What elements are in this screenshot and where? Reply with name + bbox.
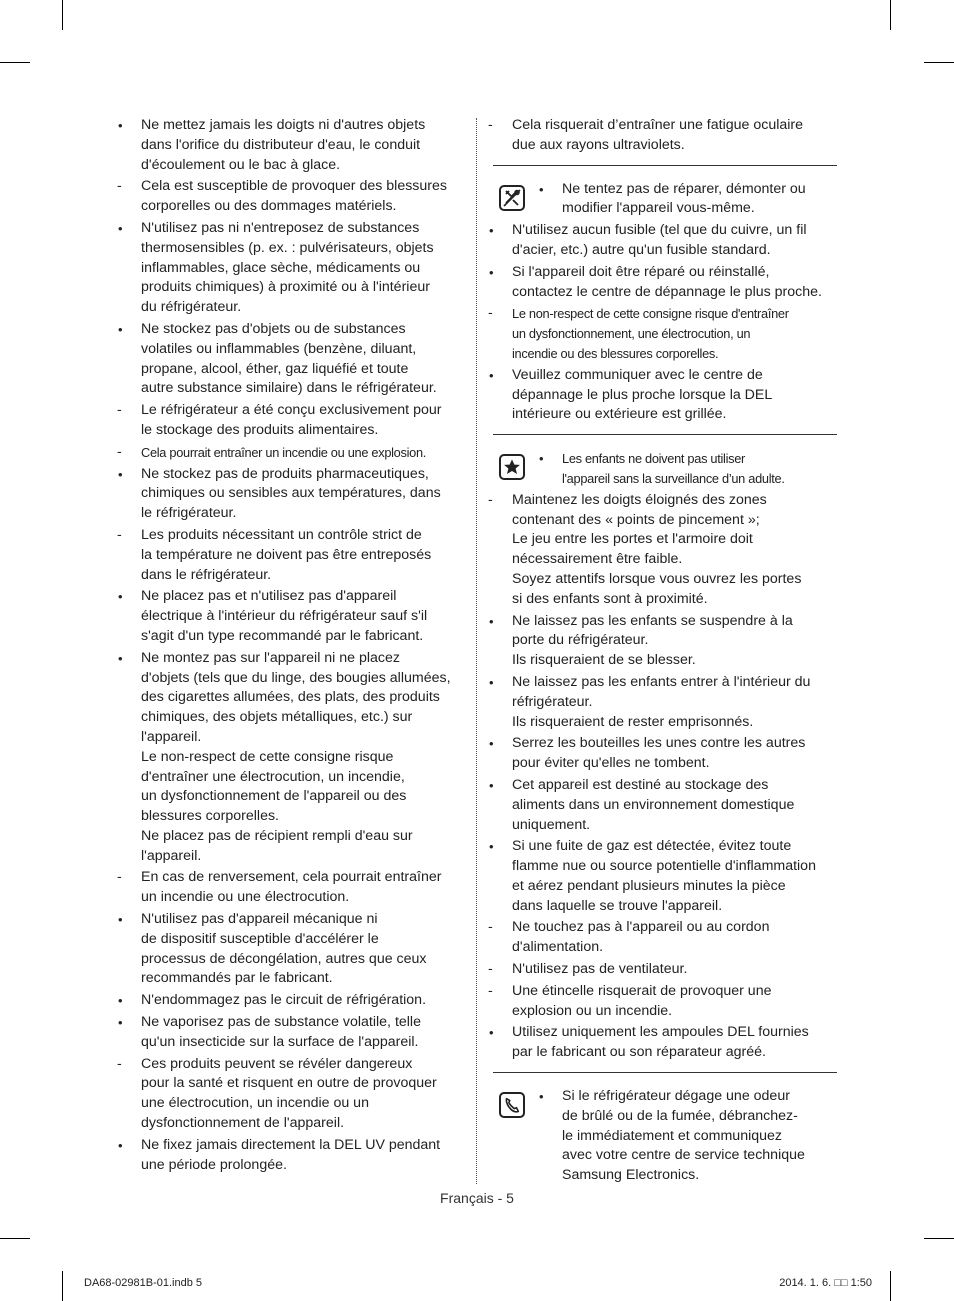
list-marker: • — [118, 1137, 123, 1153]
list-item — [116, 649, 468, 867]
list-item — [487, 982, 837, 1022]
footer-file-name: DA68-02981B-01.indb 5 — [84, 1277, 203, 1289]
right-column — [487, 116, 837, 1188]
list-marker: • — [118, 1015, 123, 1031]
section-divider — [493, 1072, 837, 1073]
crop-mark — [924, 62, 954, 63]
list-item — [116, 443, 468, 463]
list-item — [537, 1087, 837, 1186]
list-item — [487, 366, 837, 425]
list-item-text: Les produits nécessitant un contrôle strict de la température ne doivent pas être entreposés dans le réfrigérateur. — [141, 526, 432, 583]
list-item — [116, 868, 468, 908]
page-number: Français - 5 — [440, 1190, 514, 1206]
list-marker: - — [488, 961, 493, 978]
list-item-text: Ne laissez pas les enfants se suspendre à la porte du réfrigérateur. Ils risqueraient de se blesser. — [512, 612, 793, 669]
list-marker: • — [489, 367, 494, 383]
list-marker: • — [118, 220, 123, 236]
list-item — [487, 116, 837, 156]
list-marker: • — [539, 1089, 544, 1105]
list-marker: - — [488, 919, 493, 936]
list-marker: • — [489, 264, 494, 280]
list-item-text: N'utilisez aucun fusible (tel que du cuivre, un fil d'acier, etc.) autre qu'un fusible standard. — [512, 222, 807, 258]
list-item-text: Maintenez les doigts éloignés des zones contenant des « points de pincement »; Le jeu entre les portes et l'armoire doit nécessairement être faible. Soyez attentifs lorsque vous ouvrez les portes si des enfants sont à proximité. — [512, 491, 802, 607]
list-item-text: Les enfants ne doivent pas utiliser l'appareil sans la surveillance d’un adulte. — [562, 451, 785, 486]
list-item — [116, 1055, 468, 1134]
list-item-text: Le réfrigérateur a été conçu exclusivement pour le stockage des produits alimentaires. — [141, 402, 442, 438]
list-item — [116, 526, 468, 585]
list-marker: • — [489, 223, 494, 239]
children-list — [487, 491, 837, 1063]
list-marker: • — [489, 613, 494, 629]
list-item — [487, 837, 837, 916]
list-item-text: Ne placez pas et n'utilisez pas d'appareil électrique à l'intérieur du réfrigérateur sauf s'il s'agit d'un type recommandé par le fabricant. — [141, 588, 428, 644]
list-marker: - — [117, 443, 122, 460]
column-divider — [476, 118, 477, 1184]
list-item-text: N'utilisez pas de ventilateur. — [512, 961, 688, 978]
list-item-text: Cela pourrait entraîner un incendie ou une explosion. — [141, 444, 427, 460]
list-item — [487, 734, 837, 774]
list-item — [116, 320, 468, 399]
list-marker: • — [118, 118, 123, 133]
list-item — [487, 612, 837, 671]
list-item-text: Si le réfrigérateur dégage une odeur de brûlé ou de la fumée, débranchez- le immédiatement et communiquez avec votre centre de service technique Samsung Electronics. — [562, 1088, 805, 1184]
crop-mark — [62, 0, 63, 30]
list-item — [537, 449, 837, 489]
list-item — [487, 491, 837, 610]
list-item — [487, 304, 837, 363]
list-marker: • — [118, 466, 123, 482]
list-item-text: Le non-respect de cette consigne risque d'entraîner un dysfonctionnement, une électrocution, un incendie ou des blessures corporelles. — [512, 306, 789, 361]
list-item — [487, 673, 837, 732]
star-icon — [499, 454, 525, 480]
no-disassembly-icon — [499, 185, 525, 211]
list-item — [116, 177, 468, 217]
crop-mark — [0, 1238, 30, 1239]
service-section — [487, 1087, 837, 1186]
list-item — [116, 219, 468, 318]
list-item — [116, 910, 468, 989]
list-item-text: Une étincelle risquerait de provoquer une explosion ou un incendie. — [512, 982, 772, 1019]
list-marker: • — [539, 181, 544, 197]
repair-list — [487, 221, 837, 425]
crop-mark — [62, 1271, 63, 1301]
list-item-text: En cas de renversement, cela pourrait entraîner un incendie ou une électrocution. — [141, 869, 442, 906]
footer-date: 2014. 1. 6. □□ 1:50 — [779, 1277, 872, 1289]
list-item-text: Veuillez communiquer avec le centre de dépannage le plus proche lorsque la DEL intérieure ou extérieure est grillée. — [512, 366, 773, 423]
list-marker: • — [118, 321, 123, 337]
list-item-text: N'utilisez pas ni n'entreposez de substances thermosensibles (p. ex. : pulvérisateurs, objets inflammables, glace sèche, médicaments ou produits chimiques) à proximité ou à l'intérieur du réfrigérateur. — [141, 219, 434, 316]
list-marker: • — [489, 1025, 494, 1041]
list-item-text: Ne fixez jamais directement la DEL UV pendant une période prolongée. — [141, 1136, 441, 1173]
list-item — [487, 221, 837, 261]
list-item — [487, 918, 837, 958]
list-item — [487, 960, 837, 980]
list-item — [116, 116, 468, 175]
list-marker: - — [488, 491, 493, 508]
list-item — [116, 991, 468, 1011]
section-divider — [493, 165, 837, 166]
list-item-text: N'utilisez pas d'appareil mécanique ni de dispositif susceptible d'accélérer le processus de décongélation, autres que ceux recommandés par le fabricant. — [141, 911, 427, 987]
list-marker: • — [118, 589, 123, 605]
list-marker: • — [489, 674, 494, 690]
list-item-text: N'endommagez pas le circuit de réfrigération. — [141, 992, 427, 1009]
list-item-text: Ces produits peuvent se révéler dangereux pour la santé et risquent en outre de provoquer une électrocution, un incendie ou un dysfonctionnement de l'appareil. — [141, 1055, 437, 1132]
list-item — [116, 1013, 468, 1053]
section-divider — [493, 434, 837, 435]
list-marker: - — [117, 526, 122, 543]
phone-icon — [499, 1092, 525, 1118]
list-marker: - — [117, 869, 122, 886]
list-item-text: Ne stockez pas d'objets ou de substances volatiles ou inflammables (benzène, diluant, propane, alcool, éther, gaz liquéfié et toute autre substance similaire) dans le réfrigérateur. — [141, 320, 437, 397]
list-item — [116, 465, 468, 524]
crop-mark — [924, 1238, 954, 1239]
list-marker: • — [489, 839, 494, 855]
list-marker: - — [488, 982, 493, 999]
list-item-text: Utilisez uniquement les ampoules DEL fournies par le fabricant ou son réparateur agréé. — [512, 1024, 809, 1061]
list-item — [116, 401, 468, 441]
list-marker: - — [117, 178, 122, 195]
left-column — [116, 116, 468, 1177]
uv-warning-list — [487, 116, 837, 156]
crop-mark — [890, 0, 891, 30]
list-item — [487, 776, 837, 835]
list-marker: • — [118, 912, 123, 928]
repair-section — [487, 180, 837, 220]
list-marker: - — [117, 402, 122, 419]
list-item-text: Serrez les bouteilles les unes contre les autres pour éviter qu'elles ne tombent. — [512, 735, 806, 772]
list-marker: - — [488, 305, 493, 322]
list-item-text: Cet appareil est destiné au stockage des aliments dans un environnement domestique uniquement. — [512, 776, 795, 833]
list-item — [487, 263, 837, 303]
list-item-text: Si l'appareil doit être réparé ou réinstallé, contactez le centre de dépannage le plus proche. — [512, 263, 822, 300]
list-item-text: Ne laissez pas les enfants entrer à l'intérieur du réfrigérateur. Ils risqueraient de rester emprisonnés. — [512, 673, 811, 730]
list-marker: • — [539, 451, 544, 467]
list-item-text: Ne tentez pas de réparer, démonter ou modifier l'appareil vous-même. — [562, 180, 806, 217]
list-item — [116, 587, 468, 646]
crop-mark — [890, 1271, 891, 1301]
list-marker: • — [118, 650, 123, 666]
list-marker: • — [489, 777, 494, 793]
crop-mark — [0, 62, 30, 63]
list-marker: • — [118, 993, 123, 1009]
children-section — [487, 449, 837, 489]
list-item-text: Ne vaporisez pas de substance volatile, telle qu'un insecticide sur la surface de l'appareil. — [141, 1014, 421, 1050]
list-item-text: Ne stockez pas de produits pharmaceutiques, chimiques ou sensibles aux températures, dans le réfrigérateur. — [141, 465, 441, 522]
list-item-text: Ne montez pas sur l'appareil ni ne placez d'objets (tels que du linge, des bougies allumées, des cigarettes allumées, des plats, des produits chimiques, des objets métalliques, etc.) sur l'appareil. Le non-respect de cette consigne risque d'entraîner une électrocution, un incendie, un dysfonctionnement de l'appareil ou des blessures corporelles. Ne placez pas de récipient rempli d'eau sur l'appareil. — [141, 649, 451, 864]
list-item — [116, 1136, 468, 1176]
list-marker: - — [488, 117, 493, 133]
list-marker: • — [489, 736, 494, 752]
list-item-text: Cela est susceptible de provoquer des blessures corporelles ou des dommages matériels. — [141, 178, 447, 215]
list-item-text: Si une fuite de gaz est détectée, évitez toute flamme nue ou source potentielle d'inflammation et aérez pendant plusieurs minutes la pièce dans laquelle se trouve l'appareil. — [512, 838, 816, 914]
list-marker: - — [117, 1055, 122, 1072]
list-item — [537, 180, 837, 220]
list-item-text: Ne touchez pas à l'appareil ou au cordon d'alimentation. — [512, 919, 770, 956]
list-item-text: Ne mettez jamais les doigts ni d'autres objets dans l'orifice du distributeur d'eau, le conduit d'écoulement ou le bac à glace. — [141, 117, 426, 173]
list-item — [487, 1023, 837, 1063]
list-item-text: Cela risquerait d’entraîner une fatigue oculaire due aux rayons ultraviolets. — [512, 117, 804, 153]
